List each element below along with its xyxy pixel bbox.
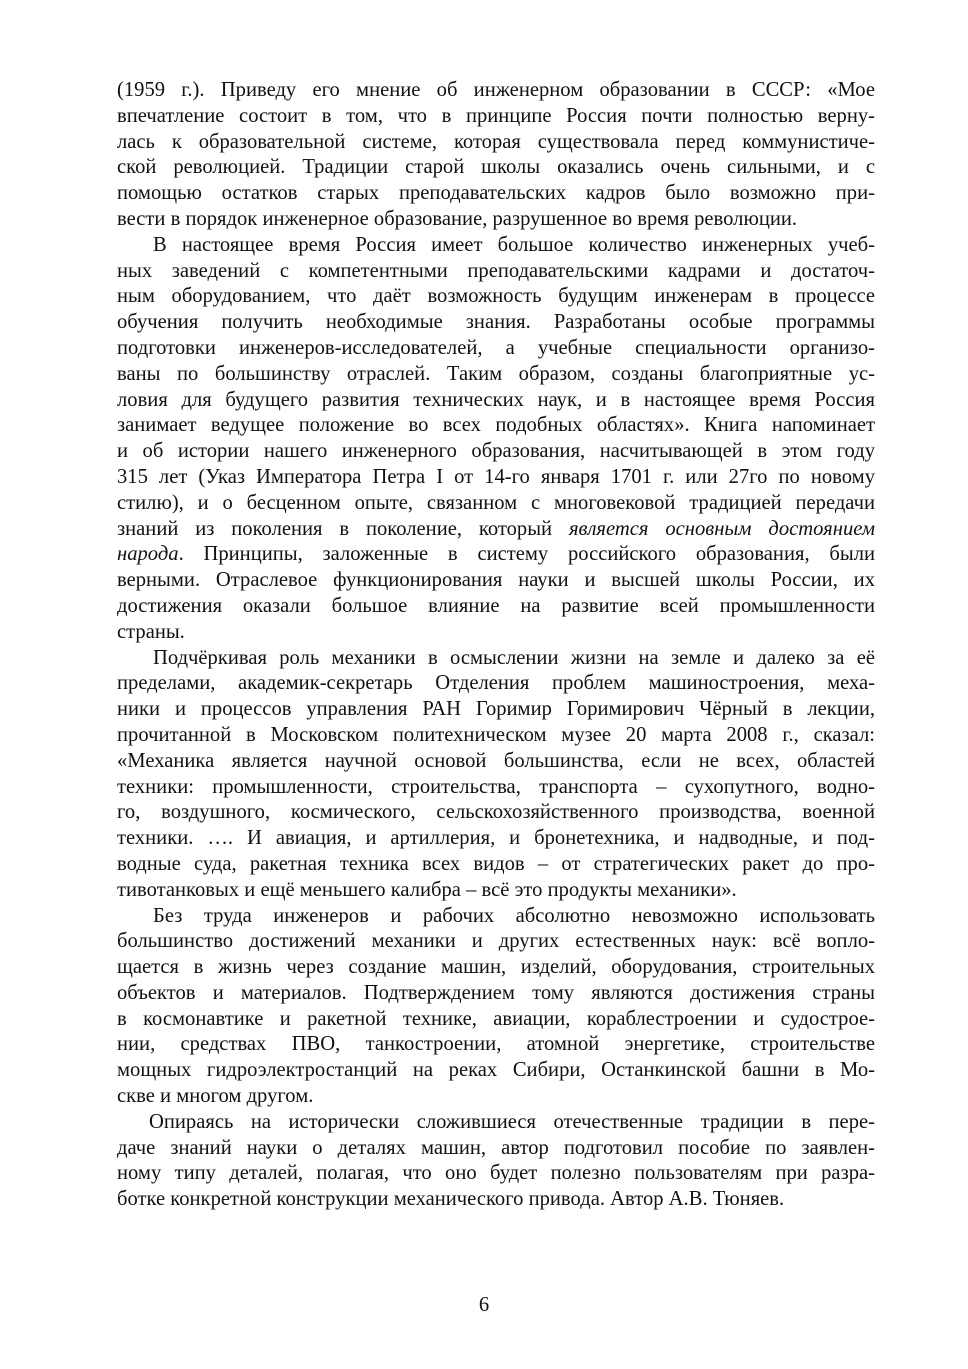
text-line: вести в порядок инженерное образование, разрушенное во время революции.: [117, 207, 798, 230]
text-line: занимает ведущее положение во всех подобных областях». Книга напоминает: [117, 414, 875, 437]
text-line: нии, средствах ПВО, танкостроении, атомной энергетике, строительстве: [117, 1033, 875, 1056]
text-line: техники: промышленности, строительства, транспорта – сухопутного, водно-: [117, 775, 875, 798]
text-line: [117, 517, 875, 543]
text-line: достижения оказали большое влияние на развитие всей промышленности: [117, 594, 875, 617]
text-line: [117, 542, 875, 568]
text-line: щается в жизнь через создание машин, изделий, оборудования, строительных: [117, 956, 875, 979]
text-line: большинство достижений механики и других естественных наук: всё вопло-: [117, 930, 875, 953]
text-line: мощных гидроэлектростанций на реках Сибири, Останкинской башни в Мо-: [117, 1059, 875, 1082]
text-line: Опираясь на исторически сложившиеся отечественные традиции в пере-: [149, 1110, 875, 1133]
text-line: Подчёркивая роль механики в осмыслении жизни на земле и далеко за её: [153, 646, 875, 669]
text-line: ской революцией. Традиции старой школы оказались очень сильными, и с: [117, 156, 875, 179]
text-line: страны.: [117, 620, 185, 643]
italic-text: является основным достоянием: [568, 517, 876, 540]
text-line: объектов и материалов. Подтверждением тому являются достижения страны: [117, 981, 875, 1004]
text-line: Без труда инженеров и рабочих абсолютно невозможно использовать: [153, 904, 875, 927]
text-line: обучения получить необходимые знания. Разработаны особые программы: [117, 311, 875, 334]
text-line: даче знаний науки о деталях машин, автор подготовил пособие по заявлен-: [117, 1136, 875, 1159]
text-line: ваны по большинству отраслей. Таким образом, созданы благоприятные ус-: [117, 362, 875, 385]
paragraph-3: [117, 646, 875, 904]
text-line: скве и многом другом.: [117, 1085, 314, 1108]
text-line: и об истории нашего инженерного образования, насчитывающей в этом году: [117, 440, 875, 463]
plain-text: знаний из поколения в поколение, который: [117, 517, 569, 540]
text-line: ному типу деталей, полагая, что оно будет полезно пользователям при разра-: [117, 1162, 875, 1185]
text-line: техники. …. И авиация, и артиллерия, и бронетехника, и надводные, и под-: [117, 827, 875, 850]
text-line: «Механика является научной основой большинства, если не всех, областей: [117, 749, 875, 772]
page-number: 6: [478, 1294, 490, 1316]
text-line: ники и процессов управления РАН Горимир Горимирович Чёрный в лекции,: [117, 698, 875, 721]
plain-text: . Принципы, заложенные в систему российского образования, были: [178, 543, 875, 566]
body-text: [117, 78, 875, 1213]
text-line: стилю), и о бесценном опыте, связанном с многовековой традицией передачи: [117, 491, 875, 514]
text-line: го, воздушного, космического, сельскохозяйственного производства, военной: [117, 801, 875, 824]
text-line: (1959 г.). Приведу его мнение об инженерном образовании в СССР: «Мое: [117, 79, 875, 101]
text-line: водные суда, ракетная техника всех видов – от стратегических ракет до про-: [117, 852, 875, 875]
text-line: впечатление состоит в том, что в принципе Россия почти полностью верну-: [117, 104, 875, 127]
text-line: лась к образовательной системе, которая существовала перед коммунистиче-: [117, 130, 875, 153]
text-line: подготовки инженеров-исследователей, а учебные специальности организо-: [117, 336, 875, 359]
paragraph-1: [117, 78, 875, 233]
paragraph-2: [117, 233, 875, 646]
text-line: в космонавтике и ракетной технике, авиации, кораблестроении и судострое-: [117, 1007, 875, 1030]
text-line: тивотанковых и ещё меньшего калибра – всё это продукты механики».: [117, 878, 737, 901]
paragraph-4: [117, 904, 875, 1110]
italic-text: народа: [117, 543, 179, 566]
text-line: ных заведений с компетентными преподавательскими кадрами и достаточ-: [117, 259, 875, 282]
text-line: пределами, академик-секретарь Отделения проблем машиностроения, меха-: [117, 672, 875, 695]
text-line: В настоящее время Россия имеет большое количество инженерных учеб-: [153, 233, 875, 256]
text-line: верными. Отраслевое функционирования науки и высшей школы России, их: [117, 569, 875, 592]
paragraph-5: [117, 1110, 875, 1213]
text-line: ботке конкретной конструкции механического привода. Автор А.В. Тюняев.: [117, 1188, 785, 1211]
text-line: ловия для будущего развития технических наук, и в настоящее время Россия: [117, 388, 875, 411]
text-line: ным оборудованием, что даёт возможность будущим инженерам в процессе: [117, 285, 875, 308]
text-line: 315 лет (Указ Императора Петра I от 14-го января 1701 г. или 27го по новому: [117, 465, 875, 488]
text-line: помощью остатков старых преподавательских кадров было возможно при-: [117, 182, 875, 205]
text-line: прочитанной в Московском политехническом музее 20 марта 2008 г., сказал:: [117, 723, 875, 746]
